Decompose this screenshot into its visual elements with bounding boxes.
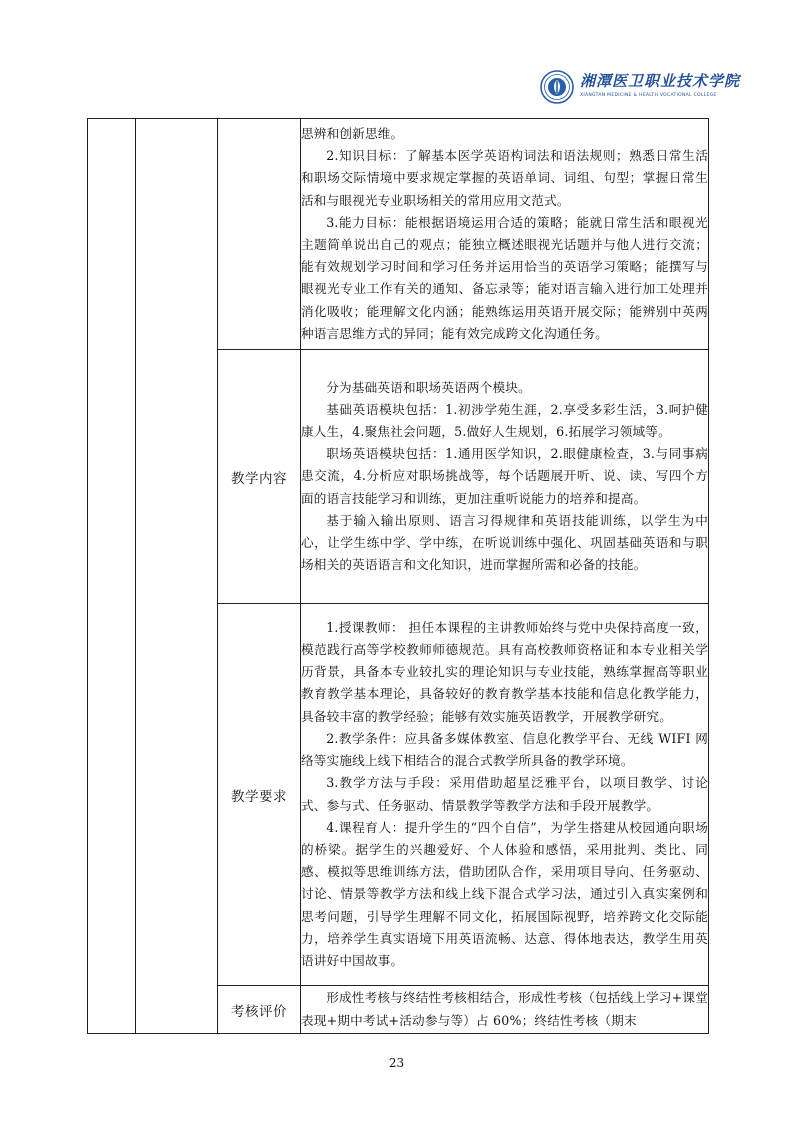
requirements-paragraph: 4.课程育人：提升学生的“四个自信”，为学生搭建从校园通向职场的桥梁。据学生的兴趣爱好、个人体验和感悟，采用批判、类比、同感、模拟等思维训练方法，借助团队合作，采用项目导向、任务驱动、讨论、情景等教学方法和线上线下混合式学习法，通过引入真实案例和思考问题，引导学生理解不同文化，拓展国际视野，培养跨文化交际能力，培养学生真实语境下用英语流畅、达意、得体地表达，教学生用英语讲好中国故事。 [301, 819, 708, 968]
content-label: 教学内容 [218, 350, 301, 604]
college-logo-icon [540, 70, 574, 104]
objectives-paragraph: 3.能力目标：能根据语境运用合适的策略；能就日常生活和眼视光主题简单说出自己的观点；能独立概述眼视光话题并与他人进行交流；能有效规划学习时间和学习任务并运用恰当的英语学习策略；能撰写与眼视光专业工作有关的通知、备忘录等；能对语言输入进行加工处理并消化吸收；能理解文化内涵；能熟练运用英语开展交际；能辨别中英两种语言思维方式的异同；能有效完成跨文化沟通任务。 [301, 214, 708, 341]
requirements-paragraph: 1.授课教师： 担任本课程的主讲教师始终与党中央保持高度一致，模范践行高等学校教师师德规范。具有高校教师资格证和本专业相关学历背景，具备本专业较扎实的理论知识与专业技能，熟练掌握高等职业教育教学基本理论，具备较好的教育教学基本技能和信息化教学能力，具备较丰富的教学经验；能够有效实施英语教学，开展教学研究。 [301, 619, 708, 724]
requirements-label: 教学要求 [218, 604, 301, 986]
objectives-paragraph: 思辨和创新思维。 [301, 125, 404, 141]
college-name-en: XIANGTAN MEDICINE & HEALTH VOCATIONAL COLLEGE [580, 93, 717, 98]
objectives-label-cell [218, 119, 301, 350]
content-paragraph: 基于输入输出原则、语言习得规律和英语技能训练，以学生为中心，让学生练中学、学中练，在听说训练中强化、巩固基础英语和与职场相关的英语语言和文化知识，进而掌握所需和必备的技能。 [301, 512, 708, 573]
requirements-text [301, 604, 709, 986]
assessment-paragraph: 形成性考核与终结性考核相结合，形成性考核（包括线上学习+课堂表现+期中考试+活动参与等）占 60%；终结性考核（期末 [301, 990, 708, 1028]
content-paragraph: 基础英语模块包括：1.初涉学苑生涯，2.享受多彩生活，3.呵护健康人生，4.聚焦社会问题，5.做好人生规划，6.拓展学习领域等。 [301, 401, 708, 439]
college-name-cn: 湘潭医卫职业技术学院 [580, 72, 741, 90]
content-paragraph: 分为基础英语和职场英语两个模块。 [326, 379, 531, 395]
objectives-row [88, 119, 709, 350]
course-info-table [87, 118, 709, 1034]
college-name-block [580, 70, 740, 98]
objectives-paragraph: 2.知识目标：了解基本医学英语构词法和语法规则；熟悉日常生活和职场交际情境中要求规定掌握的英语单词、词组、句型；掌握日常生活和与眼视光专业职场相关的常用应用文范式。 [301, 148, 708, 208]
blank-cell-2 [136, 119, 218, 1034]
objectives-content [301, 119, 709, 350]
page-header [0, 0, 793, 118]
assessment-label: 考核评价 [218, 986, 301, 1034]
page-number: 23 [388, 1056, 405, 1070]
content-paragraph: 职场英语模块包括：1.通用医学知识，2.眼健康检查，3.与同事病患交流，4.分析应对职场挑战等，每个话题展开听、说、读、写四个方面的语言技能学习和训练，更加注重听说能力的培养和提高。 [301, 446, 708, 506]
blank-cell-1 [88, 119, 136, 1034]
content-text [301, 350, 709, 604]
requirements-paragraph: 2.教学条件：应具备多媒体教室、信息化教学平台、无线 WIFI 网络等实施线上线下相结合的混合式教学所具备的教学环境。 [301, 730, 708, 769]
requirements-paragraph: 3.教学方法与手段：采用借助超星泛雅平台，以项目教学、讨论式、参与式、任务驱动、情景教学等教学方法和手段开展教学。 [301, 775, 708, 813]
assessment-text [301, 986, 709, 1034]
